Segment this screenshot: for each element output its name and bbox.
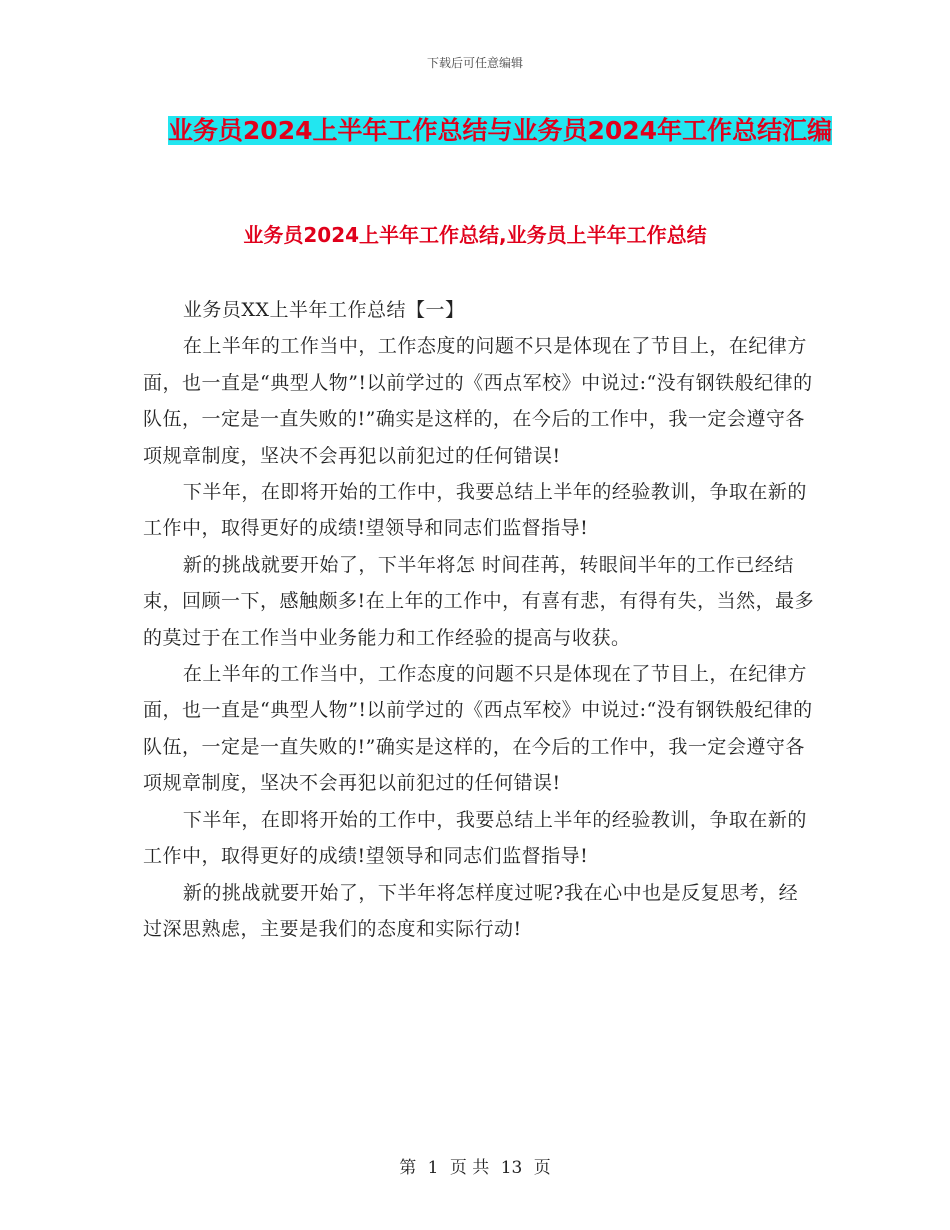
body-paragraph: 新的挑战就要开始了，下半年将怎样度过呢?我在心中也是反复思考，经过深思熟虑，主要是我们的态度和实际行动! (143, 881, 799, 940)
section-heading-paragraph: 业务员XX上半年工作总结【一】 (182, 299, 465, 321)
page-number: 1 (427, 1158, 439, 1178)
page-footer (0, 1153, 950, 1178)
document-body (143, 292, 815, 947)
body-paragraph: 下半年，在即将开始的工作中，我要总结上半年的经验教训，争取在新的工作中，取得更好的成绩!望领导和同志们监督指导! (143, 481, 807, 540)
body-paragraph: 新的挑战就要开始了，下半年将怎 时间荏苒，转眼间半年的工作已经结束，回顾一下，感触颇多!在上年的工作中，有喜有悲，有得有失，当然，最多的莫过于在工作当中业务能力和工作经验的提高与收获。 (143, 553, 815, 649)
body-paragraph: 在上半年的工作当中，工作态度的问题不只是体现在了节目上，在纪律方面，也一直是“典型人物”!以前学过的《西点军校》中说过:“没有钢铁般纪律的队伍，一定是一直失败的!”确实是这样的，在今后的工作中，我一定会遵守各项规章制度，坚决不会再犯以前犯过的任何错误! (143, 663, 813, 795)
page-prefix: 第 (399, 1158, 417, 1178)
body-paragraph: 在上半年的工作当中，工作态度的问题不只是体现在了节目上，在纪律方面，也一直是“典型人物”!以前学过的《西点军校》中说过:“没有钢铁般纪律的队伍，一定是一直失败的!”确实是这样的，在今后的工作中，我一定会遵守各项规章制度，坚决不会再犯以前犯过的任何错误! (143, 335, 813, 467)
body-paragraph: 下半年，在即将开始的工作中，我要总结上半年的经验教训，争取在新的工作中，取得更好的成绩!望领导和同志们监督指导! (143, 808, 807, 868)
total-pages: 13 (500, 1158, 523, 1178)
page-mid: 页 共 (449, 1158, 490, 1178)
header-note: 下载后可任意编辑 (426, 56, 523, 70)
page-suffix: 页 (533, 1158, 551, 1178)
section-title: 业务员2024上半年工作总结,业务员上半年工作总结 (243, 223, 707, 247)
document-title-text: 业务员2024上半年工作总结与业务员2024年工作总结汇编 (167, 116, 833, 145)
document-title (150, 108, 850, 153)
